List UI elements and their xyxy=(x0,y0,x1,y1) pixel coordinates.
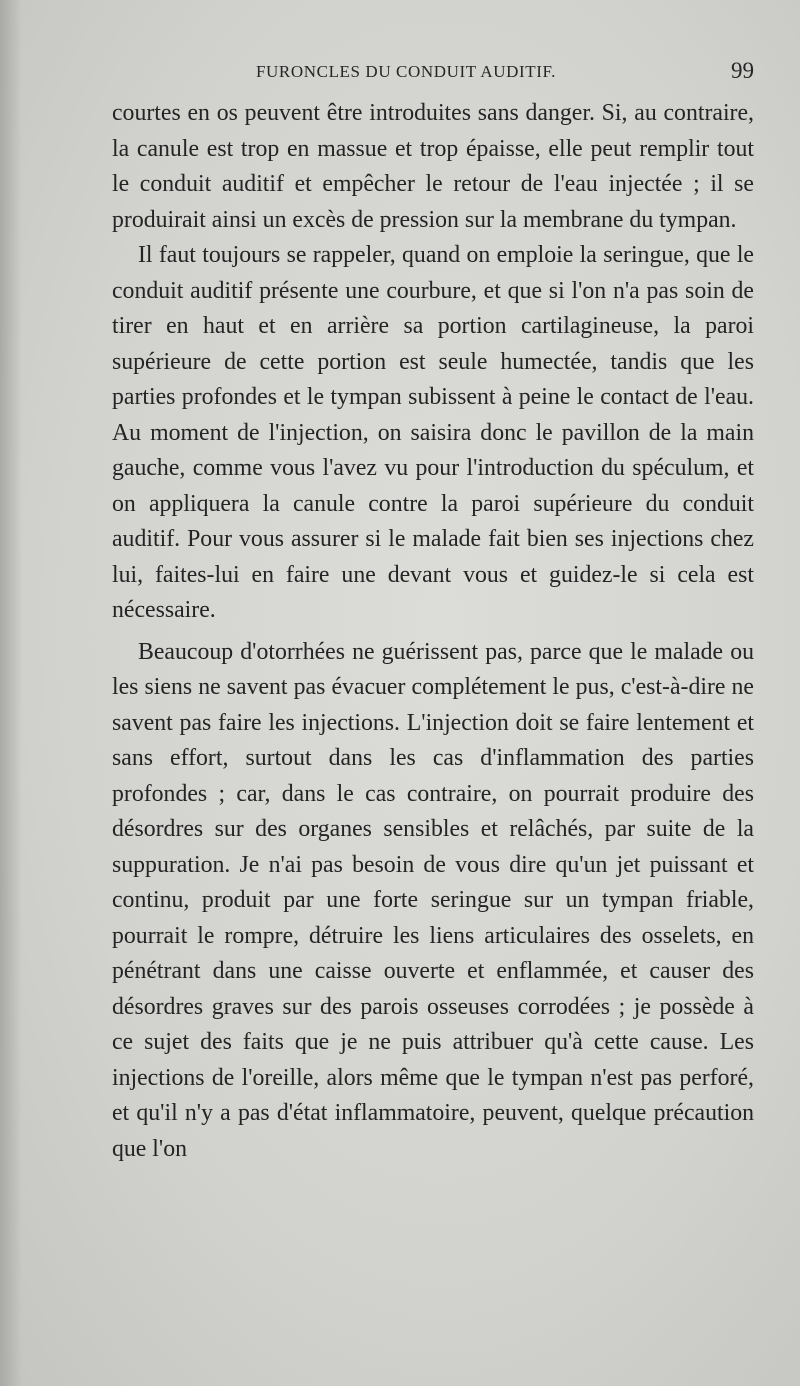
paragraph: Beaucoup d'otorrhées ne guérissent pas, parce que le malade ou les siens ne savent pas évacuer complétement le pus, c'est-à-dire ne savent pas faire les injections. L'injection doit se faire lentement et sans effort, surtout dans les cas d'inflammation des parties profondes ; car, dans le cas contraire, on pourrait produire des désordres sur des organes sensibles et relâchés, par suite de la suppuration. Je n'ai pas besoin de vous dire qu'un jet puissant et continu, produit par une forte seringue sur un tympan friable, pourrait le rompre, détruire les liens articulaires des osselets, en pénétrant dans une caisse ouverte et enflammée, et causer des désordres graves sur des parois osseuses corrodées ; je possède à ce sujet des faits que je ne puis attribuer qu'à cette cause. Les injections de l'oreille, alors même que le tympan n'est pas perforé, et qu'il n'y a pas d'état inflammatoire, peuvent, quelque précaution que l'on xyxy=(112,638,754,1162)
running-head xyxy=(112,58,754,88)
paragraph: Il faut toujours se rappeler, quand on emploie la seringue, que le conduit auditif présente une courbure, et que si l'on n'a pas soin de tirer en haut et en arrière sa portion cartilagineuse, la paroi supérieure de cette portion est seule humectée, tandis que les parties profondes et le tympan subissent à peine le contact de l'eau. Au moment de l'injection, on saisira donc le pavillon de la main gauche, comme vous l'avez vu pour l'introduction du spéculum, et on appliquera la canule contre la paroi supérieure du conduit auditif. Pour vous assurer si le malade fait bien ses injections chez lui, faites-lui en faire une devant vous et guidez-le si cela est nécessaire. xyxy=(112,242,754,623)
page-number: 99 xyxy=(731,58,754,83)
body-text xyxy=(112,96,754,1167)
page-gutter-shadow xyxy=(0,0,22,1386)
paragraph-continued: courtes en os peuvent être introduites sans danger. Si, au contraire, la canule est trop en massue et trop épaisse, elle peut remplir tout le conduit auditif et empêcher le retour de l'eau injectée ; il se produirait ainsi un excès de pression sur la membrane du tympan. xyxy=(112,100,754,233)
running-title: FURONCLES DU CONDUIT AUDITIF. xyxy=(256,62,557,81)
